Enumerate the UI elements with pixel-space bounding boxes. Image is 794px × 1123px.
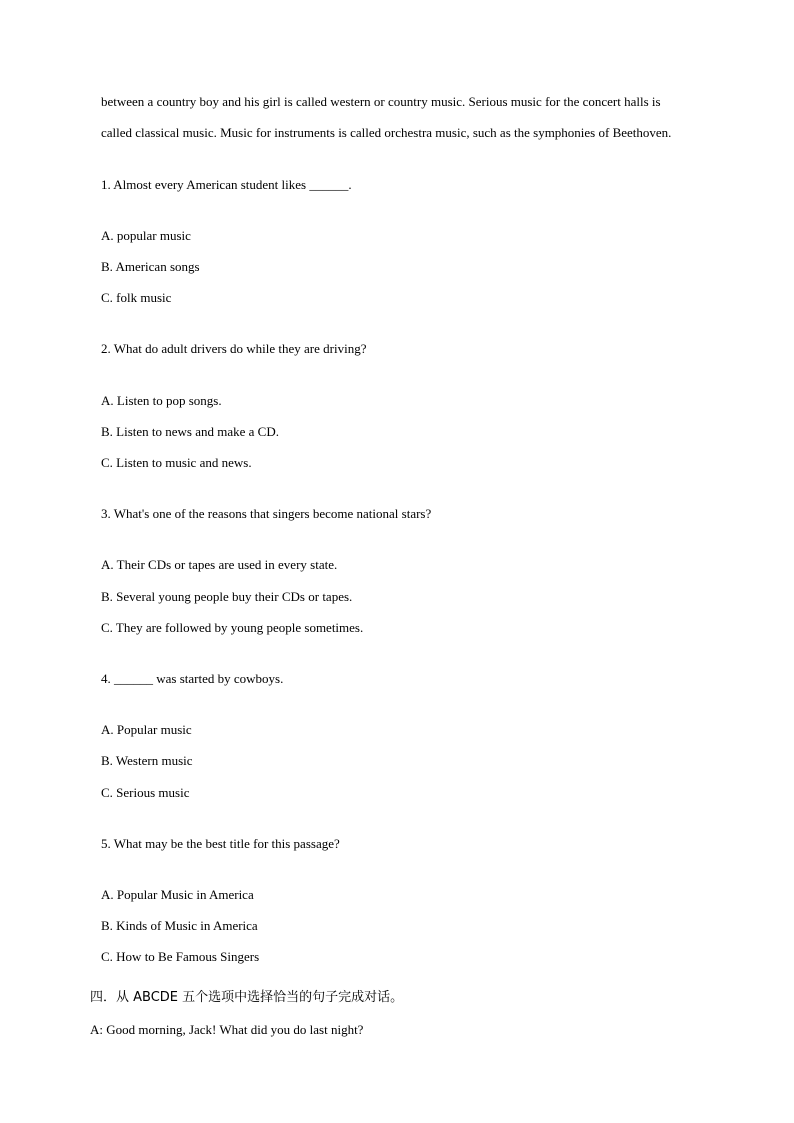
passage-line-1: between a country boy and his girl is called western or country music. Serious music for the concert halls is <box>101 94 661 109</box>
question-5-option-a: A. Popular Music in America <box>101 887 254 902</box>
question-2-stem: 2. What do adult drivers do while they are driving? <box>101 341 367 356</box>
question-1-option-a: A. popular music <box>101 228 191 243</box>
question-4-option-c: C. Serious music <box>101 785 190 800</box>
question-4-option-b: B. Western music <box>101 753 193 768</box>
question-1-stem: 1. Almost every American student likes ______. <box>101 177 352 192</box>
question-2-option-b: B. Listen to news and make a CD. <box>101 424 279 439</box>
section-4-heading: 四．从 ABCDE 五个选项中选择恰当的句子完成对话。 <box>90 990 404 1005</box>
question-2-option-a: A. Listen to pop songs. <box>101 393 222 408</box>
question-3-option-a: A. Their CDs or tapes are used in every state. <box>101 557 338 572</box>
question-2-option-c: C. Listen to music and news. <box>101 455 252 470</box>
question-3-option-b: B. Several young people buy their CDs or tapes. <box>101 589 353 604</box>
question-4-stem: 4. ______ was started by cowboys. <box>101 671 284 686</box>
question-5-option-b: B. Kinds of Music in America <box>101 918 258 933</box>
question-1-option-b: B. American songs <box>101 259 200 274</box>
question-4-option-a: A. Popular music <box>101 722 192 737</box>
passage-line-2: called classical music. Music for instruments is called orchestra music, such as the symphonies of Beethoven. <box>101 125 672 140</box>
question-5-option-c: C. How to Be Famous Singers <box>101 949 260 964</box>
question-3-stem: 3. What's one of the reasons that singers become national stars? <box>101 506 432 521</box>
question-1-option-c: C. folk music <box>101 290 172 305</box>
dialogue-line-1: A: Good morning, Jack! What did you do last night? <box>90 1022 364 1037</box>
question-5-stem: 5. What may be the best title for this passage? <box>101 836 340 851</box>
question-3-option-c: C. They are followed by young people sometimes. <box>101 620 364 635</box>
